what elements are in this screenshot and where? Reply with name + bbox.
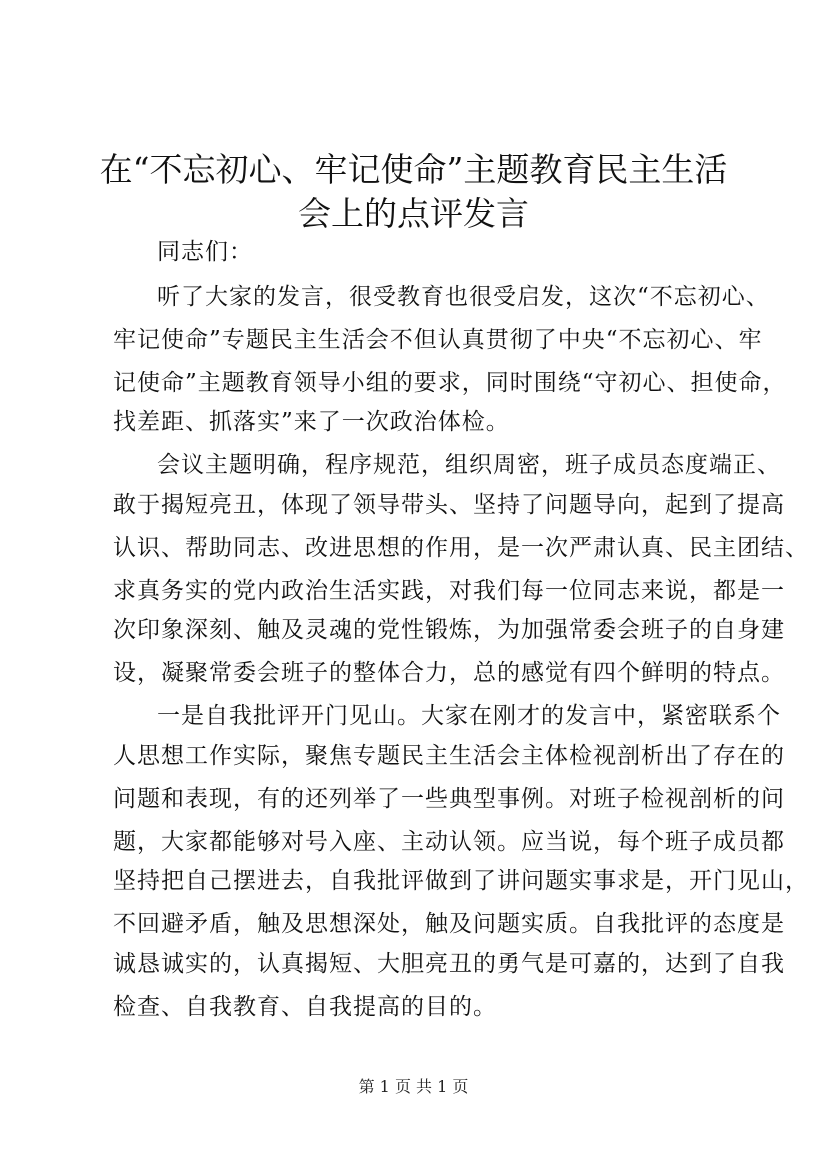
paragraph-line: 求真务实的党内政治生活实践，对我们每一位同志来说，都是一 bbox=[113, 578, 785, 604]
document-title-line-1: 在“不忘初心、牢记使命”主题教育民主生活 bbox=[99, 150, 728, 189]
paragraph-line: 检查、自我教育、自我提高的目的。 bbox=[113, 994, 497, 1020]
paragraph-line: 问题和表现，有的还列举了一些典型事例。对班子检视剖析的问 bbox=[113, 786, 785, 812]
paragraph-line: 次印象深刻、触及灵魂的党性锻炼，为加强常委会班子的自身建 bbox=[113, 617, 785, 643]
paragraph-line: 一是自我批评开门见山。大家在刚才的发言中，紧密联系个 bbox=[157, 703, 781, 729]
paragraph-line: 题，大家都能够对号入座、主动认领。应当说，每个班子成员都 bbox=[113, 829, 785, 855]
paragraph-line: 会议主题明确，程序规范，组织周密，班子成员态度端正、 bbox=[157, 452, 781, 478]
paragraph-line: 人思想工作实际，聚焦专题民主生活会主体检视剖析出了存在的 bbox=[113, 743, 785, 769]
salutation: 同志们： bbox=[157, 239, 253, 265]
paragraph-line: 诚恳诚实的，认真揭短、大胆亮丑的勇气是可嘉的，达到了自我 bbox=[113, 951, 785, 977]
paragraph-line: 牢记使命”专题民主生活会不但认真贯彻了中央“不忘初心、牢 bbox=[113, 327, 763, 353]
paragraph-line: 找差距、抓落实”来了一次政治体检。 bbox=[113, 409, 510, 435]
paragraph-line: 设，凝聚常委会班子的整体合力，总的感觉有四个鲜明的特点。 bbox=[113, 660, 785, 686]
paragraph-line: 听了大家的发言，很受教育也很受启发，这次“不忘初心、 bbox=[157, 284, 770, 310]
document-title-line-2: 会上的点评发言 bbox=[298, 194, 529, 233]
paragraph-line: 敢于揭短亮丑，体现了领导带头、坚持了问题导向，起到了提高 bbox=[113, 492, 785, 518]
paragraph-line: 不回避矛盾，触及思想深处，触及问题实质。自我批评的态度是 bbox=[113, 911, 785, 937]
page-footer: 第 1 页 共 1 页 bbox=[358, 1077, 469, 1096]
paragraph-line: 记使命”主题教育领导小组的要求，同时围绕“守初心、担使命， bbox=[113, 370, 787, 396]
paragraph-line: 坚持把自己摆进去，自我批评做到了讲问题实事求是，开门见山， bbox=[113, 868, 809, 894]
paragraph-line: 认识、帮助同志、改进思想的作用，是一次严肃认真、民主团结、 bbox=[113, 535, 809, 561]
